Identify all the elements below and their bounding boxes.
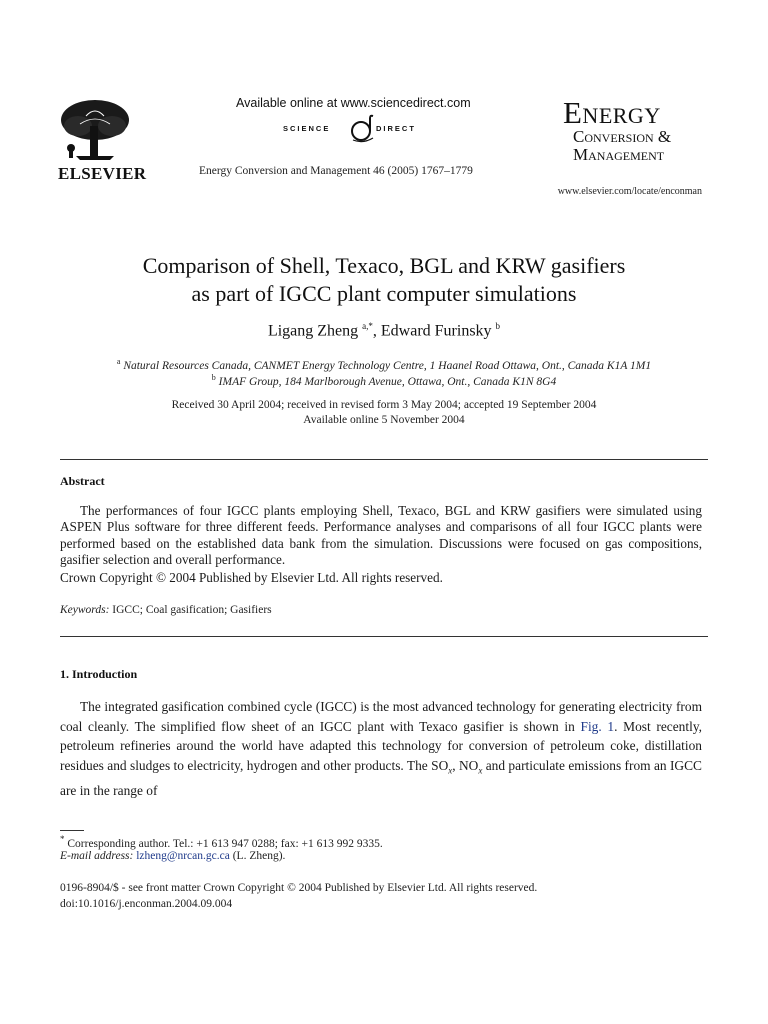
journal-logo-line2: Conversion & bbox=[573, 127, 672, 146]
subscript: x bbox=[448, 765, 453, 776]
author-name[interactable]: Ligang Zheng bbox=[267, 322, 359, 340]
introduction-body bbox=[60, 697, 702, 800]
doi-link[interactable]: doi:10.1016/j.enconman.2004.09.004 bbox=[60, 898, 233, 910]
journal-url-link[interactable]: www.elsevier.com/locate/enconman bbox=[557, 186, 702, 197]
intro-text: and particulate emissions from an IGCC are in the range of bbox=[60, 757, 702, 798]
journal-reference: Energy Conversion and Management 46 (2005) 1767–1779 bbox=[199, 165, 473, 177]
elsevier-tree-icon bbox=[56, 96, 134, 162]
journal-logo bbox=[563, 95, 705, 164]
intro-text: . Most recently, petroleum refineries around the world have adapted this technology for conversion of petroleum coke, distillation residues and sludges to electricity, hydrogen and other products. The SO bbox=[60, 718, 702, 773]
divider bbox=[60, 459, 708, 460]
email-suffix: (L. Zheng). bbox=[229, 850, 286, 862]
sd-science-text: SCIENCE bbox=[283, 124, 331, 133]
section-heading-introduction: 1. Introduction bbox=[60, 667, 138, 681]
corresponding-author-footnote bbox=[60, 834, 383, 850]
author-list bbox=[60, 321, 708, 340]
email-footnote bbox=[60, 850, 285, 862]
author-name[interactable]: Edward Furinsky bbox=[380, 322, 492, 340]
affiliation-marker: a bbox=[116, 357, 121, 366]
title-line-2: as part of IGCC plant computer simulations bbox=[191, 281, 577, 306]
sd-direct-text: DIRECT bbox=[376, 124, 416, 133]
abstract-paragraph: The performances of four IGCC plants employing Shell, Texaco, BGL and KRW gasifiers were simulated using ASPEN Plus software for three different feeds. Performance analyses and comparisons of all four IGCC plants were performed based on the established data bank from the simulation. Discussions were focused on gas compositions, gasifier selection and overall performance. bbox=[60, 503, 702, 567]
author-affiliation-marker[interactable]: b bbox=[495, 321, 501, 331]
sciencedirect-d-icon bbox=[349, 114, 377, 144]
introduction-paragraph bbox=[60, 697, 702, 800]
abstract-heading: Abstract bbox=[60, 474, 105, 488]
received-dates: Received 30 April 2004; received in revised form 3 May 2004; accepted 19 September 2004 bbox=[171, 399, 597, 411]
available-online-text[interactable]: Available online at www.sciencedirect.com bbox=[236, 96, 471, 110]
email-link[interactable]: lzheng@nrcan.gc.ca bbox=[136, 850, 230, 862]
footnote-text: Corresponding author. Tel.: +1 613 947 0288; fax: +1 613 992 9335. bbox=[64, 837, 383, 850]
keywords-label: Keywords: bbox=[60, 604, 110, 616]
intro-text: , NO bbox=[452, 757, 479, 773]
publisher-name: ELSEVIER bbox=[58, 164, 147, 183]
issn-line: 0196-8904/$ - see front matter Crown Copyright © 2004 Published by Elsevier Ltd. All rights reserved. bbox=[60, 882, 538, 894]
email-label: E-mail address: bbox=[60, 850, 134, 862]
affiliation-a bbox=[60, 357, 708, 372]
figure-link[interactable]: Fig. 1 bbox=[580, 718, 615, 734]
keywords-list: IGCC; Coal gasification; Gasifiers bbox=[109, 604, 272, 616]
available-online-date: Available online 5 November 2004 bbox=[303, 414, 465, 426]
abstract-copyright: Crown Copyright © 2004 Published by Elsevier Ltd. All rights reserved. bbox=[60, 570, 443, 585]
affiliation-marker: b bbox=[211, 373, 216, 382]
affiliation-text: Natural Resources Canada, CANMET Energy Technology Centre, 1 Haanel Road Ottawa, Ont., Canada K1A 1M1 bbox=[123, 359, 652, 372]
title-line-1: Comparison of Shell, Texaco, BGL and KRW gasifiers bbox=[142, 253, 626, 278]
article-title bbox=[60, 252, 708, 308]
divider bbox=[60, 636, 708, 637]
affiliation-text: IMAF Group, 184 Marlborough Avenue, Ottawa, Ont., Canada K1N 8G4 bbox=[218, 375, 557, 388]
footnote-marker: * bbox=[60, 834, 65, 844]
intro-text: The integrated gasification combined cycle (IGCC) is the most advanced technology for generating electricity from coal cleanly. The simplified flow sheet of an IGCC plant with Texaco gasifier is shown in bbox=[60, 699, 702, 734]
sciencedirect-logo[interactable] bbox=[283, 116, 443, 144]
author-separator: , bbox=[372, 322, 381, 340]
journal-logo-line3: Management bbox=[573, 145, 665, 164]
footnote-divider bbox=[60, 830, 84, 831]
elsevier-logo bbox=[56, 96, 147, 184]
keywords bbox=[60, 604, 272, 616]
affiliation-b bbox=[60, 373, 708, 388]
subscript: x bbox=[478, 765, 483, 776]
author-affiliation-marker[interactable]: a,* bbox=[362, 321, 373, 331]
journal-logo-line1: Energy bbox=[563, 95, 661, 130]
abstract-body bbox=[60, 503, 702, 568]
